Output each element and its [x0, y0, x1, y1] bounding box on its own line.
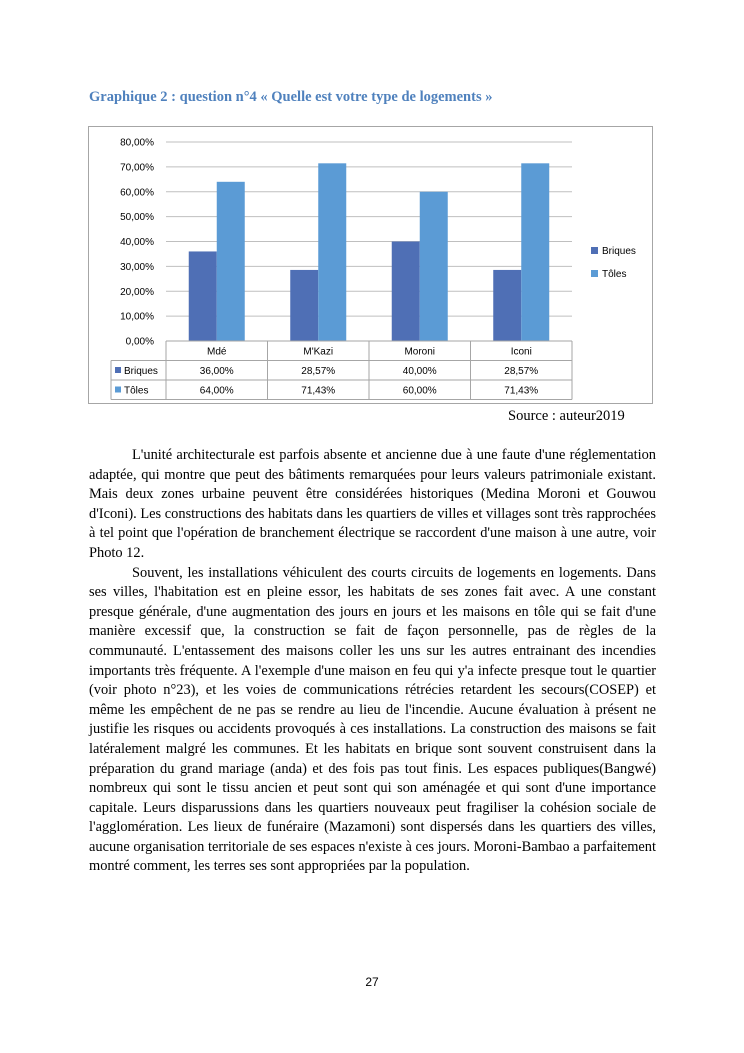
- data-label: 64,00%: [199, 385, 234, 397]
- y-tick-label: 30,00%: [120, 261, 154, 273]
- data-label: 40,00%: [402, 366, 437, 377]
- table-series-name: Tôles: [124, 385, 149, 397]
- legend-label: Tôles: [602, 269, 627, 280]
- y-tick-label: 0,00%: [125, 336, 154, 348]
- table-series-name: Briques: [124, 366, 158, 377]
- page-number: 27: [365, 975, 379, 989]
- y-tick-label: 10,00%: [120, 311, 154, 323]
- bar-briques-2: [392, 242, 420, 342]
- data-label: 28,57%: [301, 366, 336, 377]
- y-tick-label: 70,00%: [120, 162, 154, 174]
- chart-source: Source : auteur2019: [508, 408, 625, 424]
- bar-tles-1: [318, 163, 346, 341]
- bar-tles-3: [521, 163, 549, 341]
- data-label: 36,00%: [199, 366, 234, 377]
- data-label: 60,00%: [402, 385, 437, 397]
- legend-key: [591, 270, 598, 277]
- category-label: M'Kazi: [303, 346, 334, 358]
- table-legend-key: [115, 367, 121, 373]
- legend-key: [591, 247, 598, 254]
- bar-tles-0: [217, 182, 245, 341]
- bar-briques-1: [290, 270, 318, 341]
- category-label: Moroni: [404, 346, 436, 358]
- y-tick-label: 40,00%: [120, 237, 154, 248]
- y-tick-label: 50,00%: [120, 212, 154, 224]
- y-tick-label: 60,00%: [120, 187, 154, 199]
- legend-label: Briques: [602, 246, 636, 257]
- data-label: 71,43%: [301, 385, 336, 397]
- paragraph: L'unité architecturale est parfois absente et ancienne due à une faute d'une réglementation adaptée, qui montre que peut des bâtiments remarquées pour leurs valeurs patrimoniale existant. Mais deux zones urbaine peuvent être considérées historiques (Medina Moroni et Gouwou d'Iconi). Les constructions des habitats dans les quartiers de villes et villages sont très rapprochées à tel point que l'opération de branchement électrique se raccordent d'une maison à une autre, voir Photo 12.: [89, 447, 656, 561]
- chart-frame: [88, 126, 653, 404]
- body-text: [89, 446, 656, 877]
- y-tick-label: 20,00%: [120, 286, 154, 298]
- chart-caption: Graphique 2 : question n°4 « Quelle est votre type de logements »: [89, 89, 493, 105]
- y-tick-label: 80,00%: [120, 137, 154, 149]
- paragraph: Souvent, les installations véhiculent des courts circuits de logements en logements. Dans ses villes, l'habitation est en pleine essor, les habitats de ses zones fait avec. A une constant presque générale, d'une augmentation des jours en jours et les maisons en tôle qui se fait d'une manière excessif que, la construction se fait de façon personnelle, pas de règles de la communauté. L'entassement des maisons coller les uns sur les autres entrainant des incendies importants très fréquente. A l'exemple d'une maison en feu qui y'a infecte presque tout le quartier (voir photo n°23), et les voies de communications rétrécies retardent les secours(COSEP) et même les empêchent de ne pas se rendre au lieu de l'incendie. Aucune évaluation à présent ne justifie les risques ou accidents provoqués à ces installations. La construction des maisons se fait latéralement malgré les communes. Et les habitats en brique sont souvent construisent dans la préparation du grand mariage (anda) et des fois pas tout finis. Les espaces publiques(Bangwé) nombreux qui sont le tissu ancien et peut sont qui son aménagée et qui sont d'une importance capitale. Leurs disparussions dans les quartiers nouveaux peut fragiliser la cohésion sociale de l'agglomération. Les lieux de funéraire (Mazamoni) sont dispersés dans les quartiers des villes, aucune organisation territoriale de ses espaces n'existe à ces jours. Moroni-Bambao a parfaitement montré comment, les terres ses sont appropriées par la population.: [89, 564, 656, 875]
- table-legend-key: [115, 387, 121, 393]
- bar-briques-3: [493, 270, 521, 341]
- bar-chart: [89, 127, 652, 403]
- category-label: Mdé: [207, 346, 227, 358]
- category-label: Iconi: [510, 346, 532, 358]
- bar-briques-0: [189, 251, 217, 341]
- bar-tles-2: [420, 192, 448, 341]
- data-label: 28,57%: [504, 366, 539, 377]
- data-label: 71,43%: [504, 385, 539, 397]
